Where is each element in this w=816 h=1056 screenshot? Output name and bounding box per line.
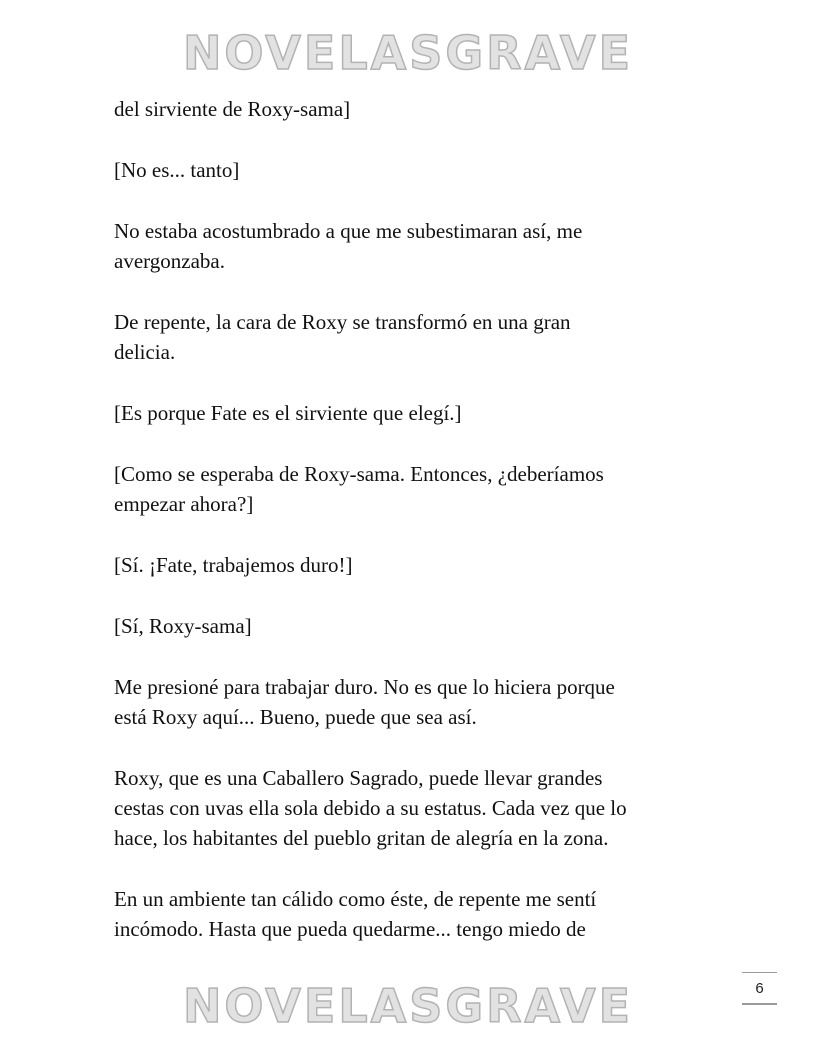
paragraph: Me presioné para trabajar duro. No es que lo hiciera porque está Roxy aquí... Bueno, puede que sea así. [114, 675, 615, 729]
watermark-header: NOVELASGRAVE [182, 26, 634, 80]
page-body [114, 94, 714, 975]
paragraph: [Como se esperaba de Roxy-sama. Entonces, ¿deberíamos empezar ahora?] [114, 462, 604, 516]
watermark-footer: NOVELASGRAVE [182, 979, 634, 1033]
paragraph: del sirviente de Roxy-sama] [114, 97, 351, 121]
paragraph: No estaba acostumbrado a que me subestimaran así, me avergonzaba. [114, 219, 583, 273]
paragraph: [Sí. ¡Fate, trabajemos duro!] [114, 553, 353, 577]
paragraph: [Sí, Roxy-sama] [114, 614, 252, 638]
paragraph: En un ambiente tan cálido como éste, de repente me sentí incómodo. Hasta que pueda quedarme... tengo miedo de [114, 887, 597, 941]
paragraph: Roxy, que es una Caballero Sagrado, puede llevar grandes cestas con uvas ella sola debido a su estatus. Cada vez que lo hace, los habitantes del pueblo gritan de alegría en la zona. [114, 766, 627, 850]
paragraph: [No es... tanto] [114, 158, 240, 182]
paragraph: De repente, la cara de Roxy se transformó en una gran delicia. [114, 310, 571, 364]
paragraph: [Es porque Fate es el sirviente que elegí.] [114, 401, 462, 425]
page-number: 6 [742, 972, 777, 1005]
